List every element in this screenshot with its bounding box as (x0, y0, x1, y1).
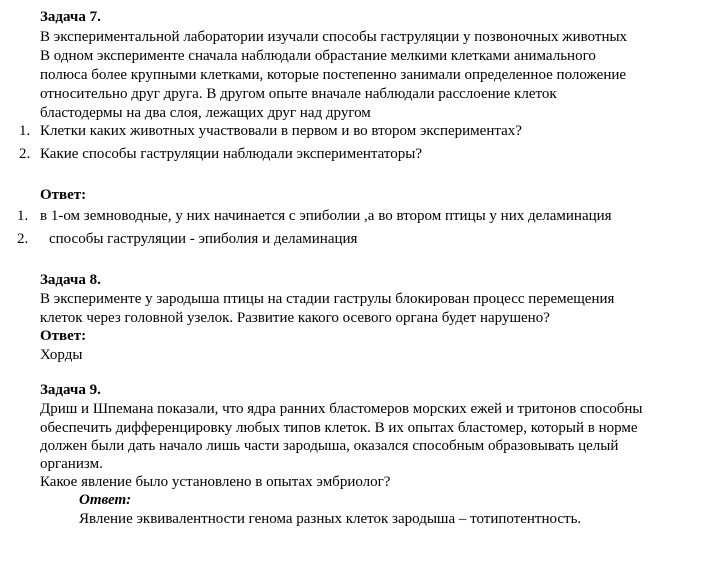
task8-title: Задача 8. (40, 272, 101, 288)
task9-text-line: должен были дать начало лишь части зародыша, оказался способным образовывать целый (40, 438, 619, 454)
task7-title: Задача 7. (40, 9, 101, 25)
task7-answer-label: Ответ: (40, 187, 87, 203)
task8-answer-label: Ответ: (40, 328, 87, 344)
task9-title: Задача 9. (40, 382, 101, 398)
answer-number: 2. (17, 231, 29, 247)
answer-number: 1. (17, 208, 29, 224)
question-text: Какие способы гаструляции наблюдали экспериментаторы? (40, 146, 422, 162)
task9-answer-label: Ответ: (79, 492, 132, 508)
question-text: Клетки каких животных участвовали в первом и во втором экспериментах? (40, 123, 522, 139)
task8-text-line: В эксперименте у зародыша птицы на стадии гаструлы блокирован процесс перемещения (40, 291, 615, 307)
task9-text-line: организм. (40, 456, 103, 472)
question-number: 2. (19, 146, 31, 162)
task8-answer: Хорды (40, 347, 83, 363)
task9-text-line: Какое явление было установлено в опытах эмбриолог? (40, 474, 391, 490)
task8-text-line: клеток через головной узелок. Развитие какого осевого органа будет нарушено? (40, 310, 550, 326)
task7-text-line: полюса более крупными клетками, которые постепенно занимали определенное положение (40, 67, 627, 83)
task9-text-line: обеспечить дифференцировку любых типов клеток. В их опытах бластомер, который в норме (40, 420, 638, 436)
task7-text-line: В одном эксперименте сначала наблюдали обрастание мелкими клетками анимального (40, 48, 596, 64)
task7-text-line: относительно друг друга. В другом опыте вначале наблюдали расслоение клеток (40, 86, 557, 102)
task9-text-line: Дриш и Шпемана показали, что ядра ранних бластомеров морских ежей и тритонов способны (40, 401, 643, 417)
answer-text: в 1-ом земноводные, у них начинается с эпиболии ,а во втором птицы у них деламинация (40, 208, 612, 224)
task7-text-line: бластодермы на два слоя, лежащих друг над другом (40, 105, 371, 121)
task9-answer: Явление эквивалентности генома разных клеток зародыша – тотипотентность. (79, 511, 582, 527)
answer-text: способы гаструляции - эпиболия и деламинация (49, 231, 358, 247)
question-number: 1. (19, 123, 31, 139)
task7-text-line: В экспериментальной лаборатории изучали способы гаструляции у позвоночных животных (40, 29, 628, 45)
